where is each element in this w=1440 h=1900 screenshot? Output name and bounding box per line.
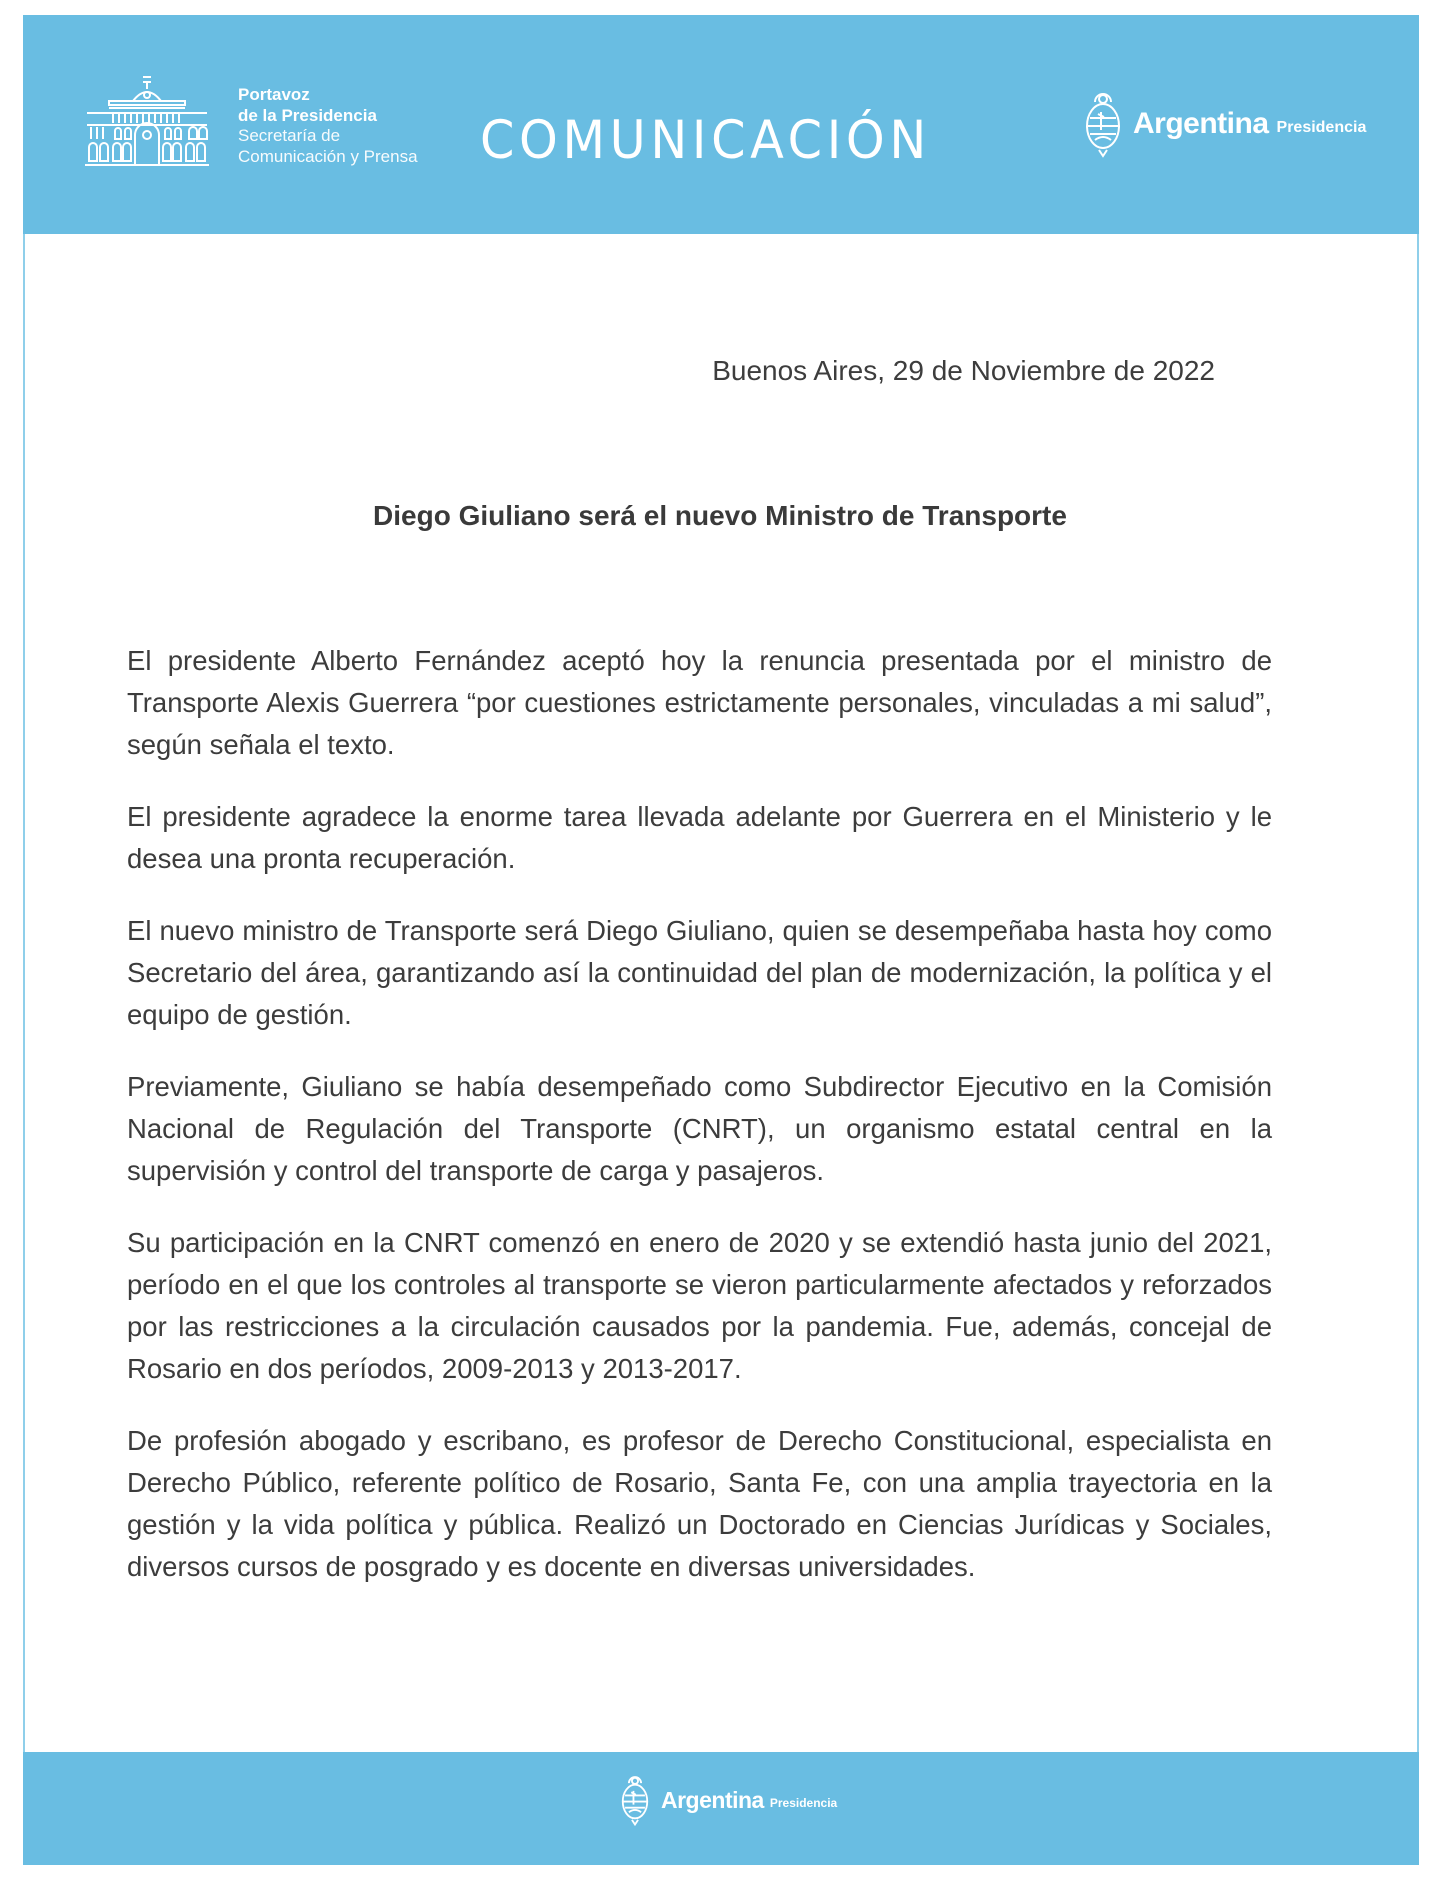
brand-sub: Presidencia	[1276, 119, 1367, 136]
org-line-2: de la Presidencia	[238, 105, 377, 125]
footer-banner	[23, 1752, 1419, 1865]
section-title-text: COMUNICACIÓN	[479, 110, 931, 171]
paragraph: El presidente Alberto Fernández aceptó hoy la renuncia presentada por el ministro de Transporte Alexis Guerrera “por cuestiones estrictamente personales, vinculadas a mi salud”, según señala el texto.	[127, 645, 1272, 760]
section-title	[463, 111, 933, 171]
header-banner	[23, 15, 1419, 234]
org-line-3: Secretaría de	[238, 126, 341, 145]
coat-of-arms-icon	[618, 1774, 652, 1826]
document-title: Diego Giuliano será el nuevo Ministro de Transporte	[373, 500, 1067, 531]
document-date: Buenos Aires, 29 de Noviembre de 2022	[712, 355, 1215, 386]
portavoz-org-name	[238, 85, 418, 167]
document-paragraphs	[127, 640, 1272, 1618]
footer-brand-sub: Presidencia	[769, 1796, 838, 1810]
footer-argentina-presidencia-logo	[618, 1774, 837, 1826]
casa-rosada-building-icon	[85, 73, 209, 167]
paragraph: El presidente agradece la enorme tarea llevada adelante por Guerrera en el Ministerio y le desea una pronta recuperación.	[127, 801, 1272, 874]
footer-brand-word: Argentina	[661, 1786, 764, 1813]
org-line-4: Comunicación y Prensa	[238, 146, 418, 166]
paragraph: Previamente, Giuliano se había desempeñado como Subdirector Ejecutivo en la Comisión Nacional de Regulación del Transporte (CNRT), un organismo estatal central en la supervisión y control del transporte de carga y pasajeros.	[127, 1071, 1272, 1186]
paragraph: De profesión abogado y escribano, es profesor de Derecho Constitucional, especialista en Derecho Público, referente político de Rosario, Santa Fe, con una amplia trayectoria en la gestión y la vida política y pública. Realizó un Doctorado en Ciencias Jurídicas y Sociales, diversos cursos de posgrado y es docente en diversas universidades.	[127, 1425, 1272, 1582]
coat-of-arms-icon	[1085, 90, 1121, 158]
org-line-1: Portavoz	[238, 85, 310, 104]
paragraph: El nuevo ministro de Transporte será Diego Giuliano, quien se desempeñaba hasta hoy como Secretario del área, garantizando así la continuidad del plan de modernización, la política y el equipo de gestión.	[127, 915, 1272, 1030]
argentina-presidencia-logo	[1085, 90, 1366, 158]
paragraph: Su participación en la CNRT comenzó en enero de 2020 y se extendió hasta junio del 2021, período en el que los controles al transporte se vieron particularmente afectados y reforzados por las restricciones a la circulación causados por la pandemia. Fue, además, concejal de Rosario en dos períodos, 2009-2013 y 2013-2017.	[127, 1227, 1272, 1384]
brand-word: Argentina	[1133, 107, 1269, 140]
